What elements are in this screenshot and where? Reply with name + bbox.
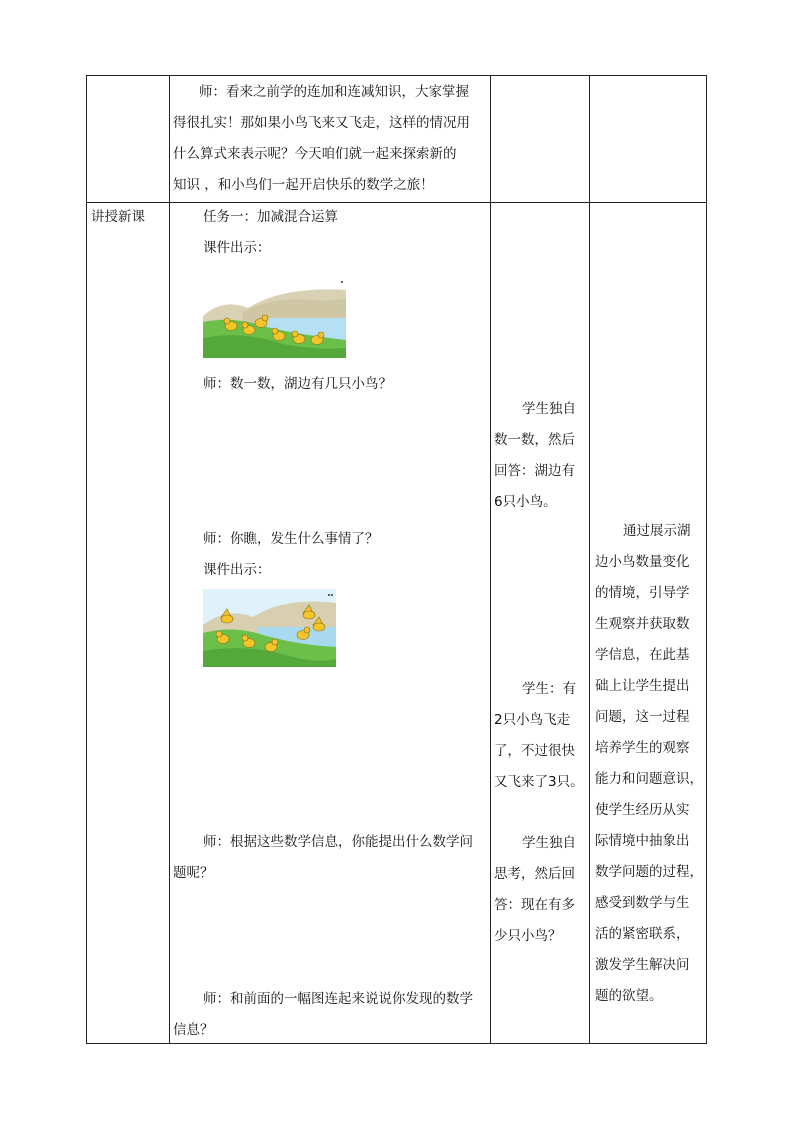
intent-line: 激发学生解决问 bbox=[595, 957, 690, 973]
intent-line: 的情境，引导学 bbox=[595, 585, 690, 601]
lake-birds-flying-picture bbox=[203, 589, 336, 667]
intent-line: 生观察并获取数 bbox=[595, 616, 690, 632]
teacher-line: 得很扎实！那如果小鸟飞来又飞走，这样的情况用 bbox=[173, 115, 470, 131]
student-line: 数一数，然后 bbox=[494, 432, 575, 448]
student-line: 少只小鸟？ bbox=[494, 928, 562, 944]
student-line: 了，不过很快 bbox=[494, 743, 575, 759]
lake-birds-illustration bbox=[203, 278, 346, 358]
intent-line: 通过展示湖 bbox=[623, 523, 691, 539]
lake-birds-flying-illustration bbox=[203, 589, 336, 667]
intent-line: 活的紧密联系， bbox=[595, 926, 690, 942]
intent-line: 题的欲望。 bbox=[595, 988, 663, 1004]
teacher-question-connect: 信息？ bbox=[173, 1022, 214, 1038]
student-line: 答：现在有多 bbox=[494, 897, 575, 913]
intent-line: 能力和问题意识， bbox=[595, 771, 703, 787]
intent-line: 数学问题的过程， bbox=[595, 864, 703, 880]
student-line: 2只小鸟飞走 bbox=[494, 712, 571, 728]
teacher-question-what-happened: 师：你瞧，发生什么事情了？ bbox=[203, 531, 379, 547]
student-line: 思考，然后回 bbox=[494, 866, 575, 882]
intent-line: 础上让学生提出 bbox=[595, 678, 690, 694]
courseware-label: 课件出示： bbox=[203, 562, 271, 578]
teacher-line: 什么算式来表示呢？今天咱们就一起来探索新的 bbox=[173, 146, 457, 162]
intent-line: 感受到数学与生 bbox=[595, 895, 690, 911]
intent-line: 学信息，在此基 bbox=[595, 647, 690, 663]
task-title: 任务一：加减混合运算 bbox=[203, 209, 338, 225]
intent-line: 际情境中抽象出 bbox=[595, 833, 690, 849]
student-line: 学生独自 bbox=[522, 835, 576, 851]
section-label: 讲授新课 bbox=[91, 209, 145, 225]
intent-line: 边小鸟数量变化 bbox=[595, 554, 690, 570]
student-line: 又飞来了3只。 bbox=[494, 774, 584, 790]
intent-line: 问题，这一过程 bbox=[595, 709, 690, 725]
intent-line: 培养学生的观察 bbox=[595, 740, 690, 756]
teacher-question-ask: 师：根据这些数学信息，你能提出什么数学问 bbox=[203, 834, 473, 850]
col-divider-1 bbox=[169, 76, 170, 1043]
student-line: 学生：有 bbox=[522, 681, 576, 697]
lake-birds-picture bbox=[203, 278, 346, 358]
teacher-question-count: 师：数一数，湖边有几只小鸟？ bbox=[203, 376, 392, 392]
col-divider-2 bbox=[490, 76, 491, 1043]
teacher-question-connect: 师：和前面的一幅图连起来说说你发现的数学 bbox=[203, 991, 473, 1007]
teacher-line: 师：看来之前学的连加和连减知识，大家掌握 bbox=[199, 84, 469, 100]
student-line: 学生独自 bbox=[522, 401, 576, 417]
courseware-label: 课件出示： bbox=[203, 240, 271, 256]
intent-line: 使学生经历从实 bbox=[595, 802, 690, 818]
teacher-question-ask: 题呢？ bbox=[173, 865, 214, 881]
student-line: 回答：湖边有 bbox=[494, 463, 575, 479]
row-divider bbox=[87, 202, 706, 203]
col-divider-3 bbox=[589, 76, 590, 1043]
teacher-line: 知识 ，和小鸟们一起开启快乐的数学之旅！ bbox=[173, 177, 434, 193]
student-line: 6只小鸟。 bbox=[494, 494, 557, 510]
